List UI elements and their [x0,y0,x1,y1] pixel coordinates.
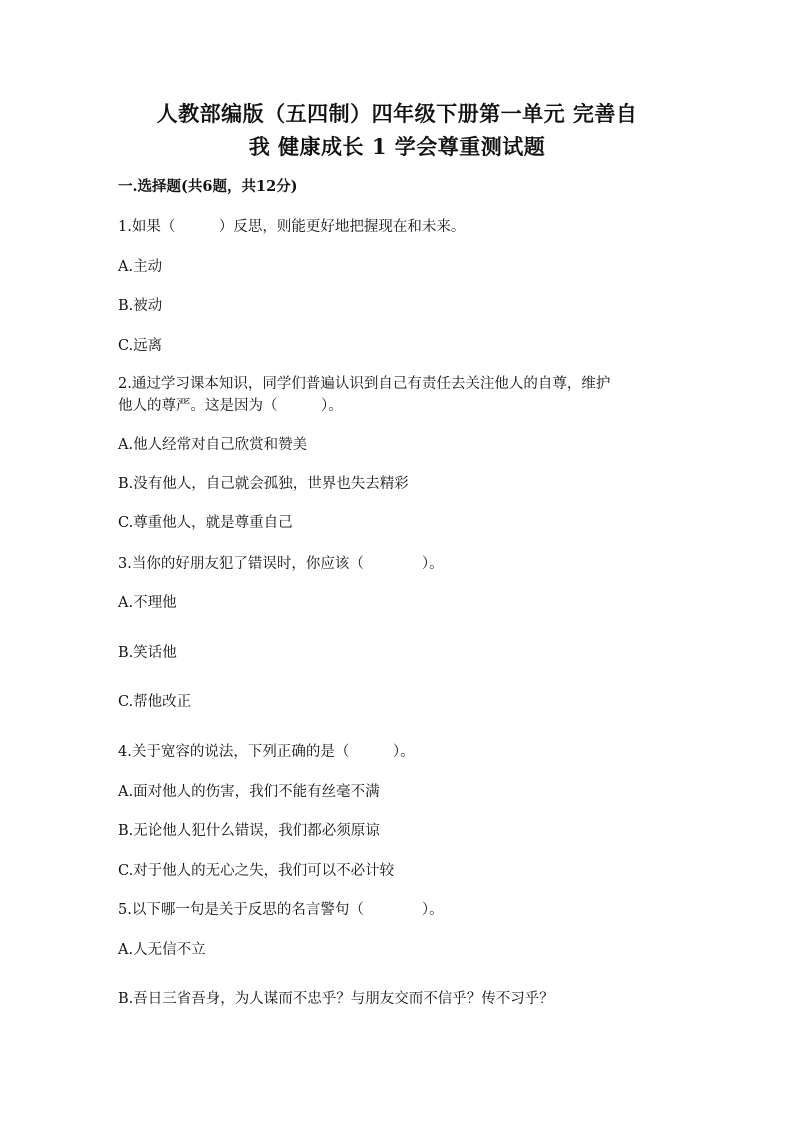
question-1-option-c: C.远离 [118,338,163,354]
question-2-line-2: 他人的尊严。这是因为（ ）。 [118,398,343,414]
document-title-line-1: 人教部编版（五四制）四年级下册第一单元 完善自 [156,101,638,126]
question-5: 5.以下哪一句是关于反思的名言警句（ ）。 [118,902,444,918]
question-4-option-b: B.无论他人犯什么错误，我们都必须原谅 [118,823,380,839]
question-2-option-a: A.他人经常对自己欣赏和赞美 [118,437,308,453]
document-title-line-2: 我 健康成长 1 学会尊重测试题 [248,134,546,159]
question-3: 3.当你的好朋友犯了错误时，你应该（ ）。 [118,556,444,572]
question-2-line-1: 2.通过学习课本知识，同学们普遍认识到自己有责任去关注他人的自尊，维护 [118,376,611,392]
question-3-option-b: B.笑话他 [118,645,177,661]
question-3-option-a: A.不理他 [118,595,177,611]
question-3-option-c: C.帮他改正 [118,694,192,710]
question-4-option-c: C.对于他人的无心之失，我们可以不必计较 [118,863,395,879]
question-1-option-a: A.主动 [118,259,163,275]
question-5-option-b: B.吾日三省吾身，为人谋而不忠乎？与朋友交而不信乎？传不习乎？ [118,991,554,1007]
question-5-option-a: A.人无信不立 [118,942,206,958]
question-1-option-b: B.被动 [118,298,163,314]
question-2-option-b: B.没有他人，自己就会孤独，世界也失去精彩 [118,476,409,492]
question-1: 1.如果（ ）反思，则能更好地把握现在和未来。 [118,219,466,235]
question-2-option-c: C.尊重他人，就是尊重自己 [118,515,293,531]
section-heading: 一.选择题(共6题，共12分) [118,178,298,195]
question-4: 4.关于宽容的说法，下列正确的是（ ）。 [118,744,415,760]
question-4-option-a: A.面对他人的伤害，我们不能有丝毫不满 [118,784,380,800]
